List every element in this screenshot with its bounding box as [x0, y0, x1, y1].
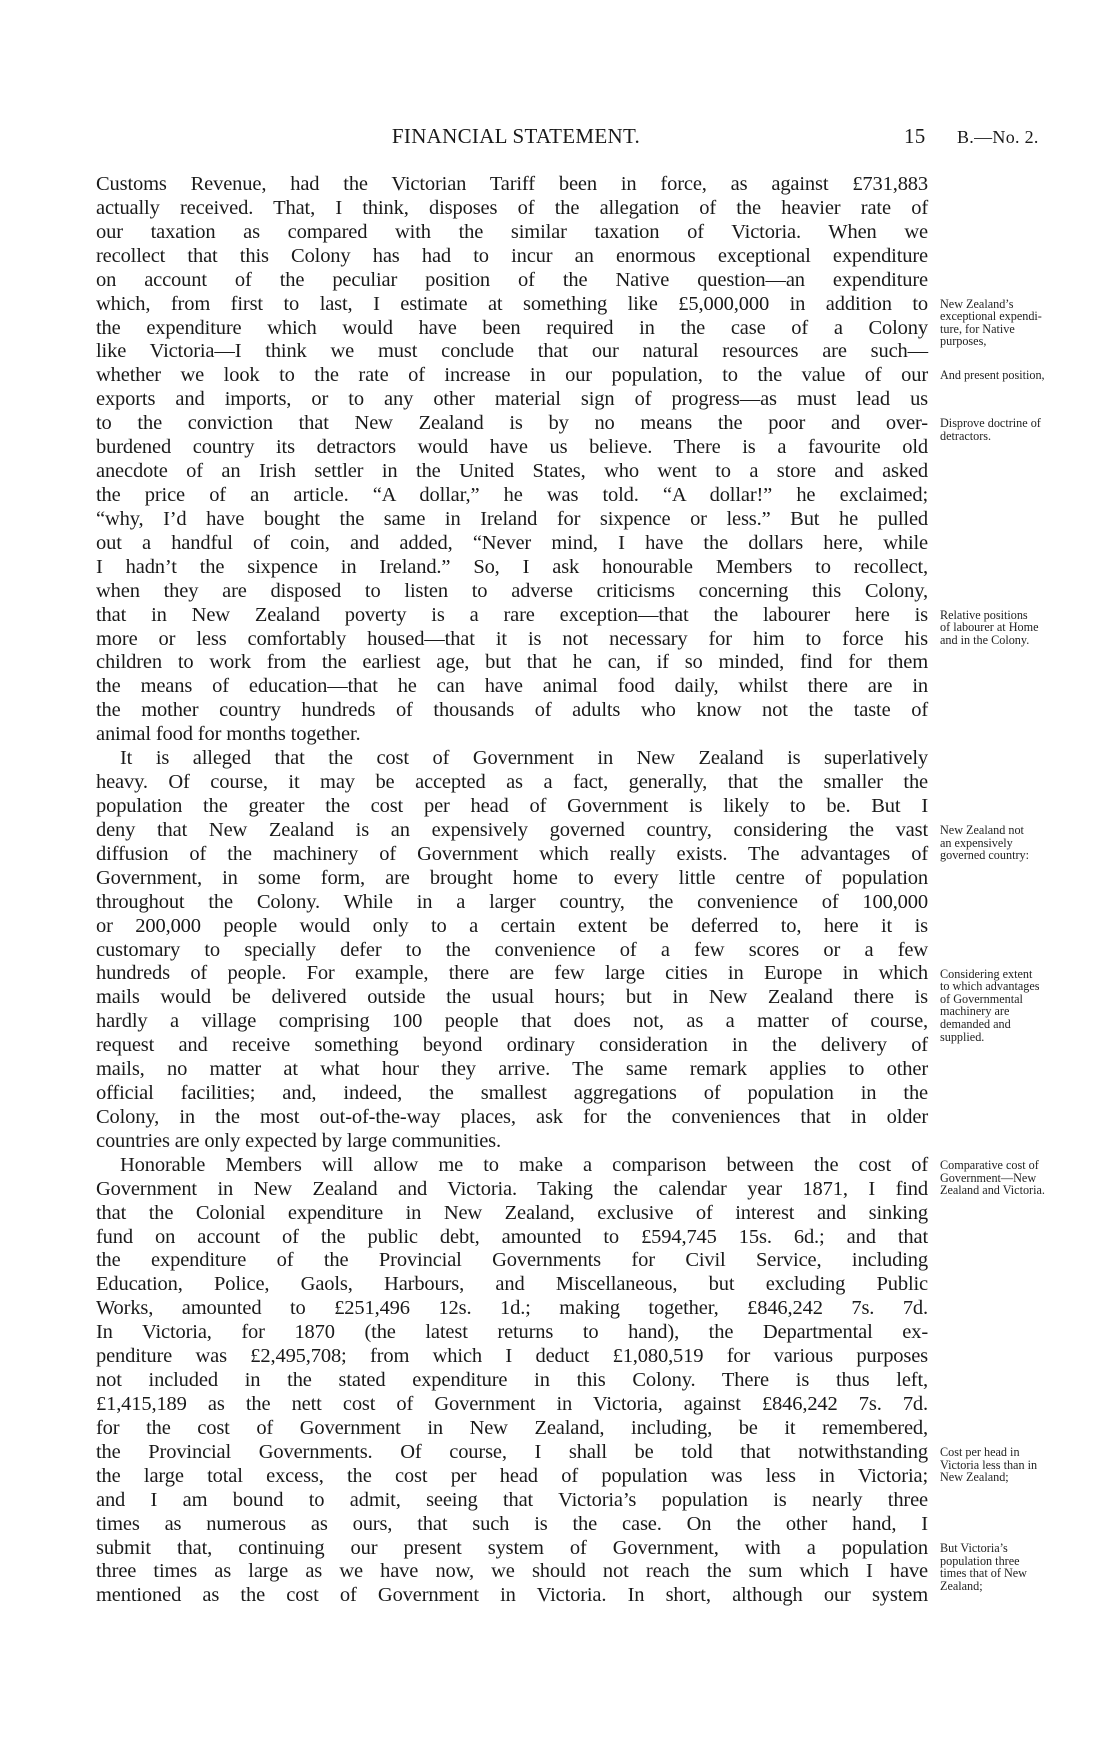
text-line: population the greater the cost per head of Government is likely to be. But I — [96, 794, 928, 817]
text-line: In Victoria, for 1870 (the latest returns to hand), the Departmental ex- — [96, 1321, 928, 1344]
text-line: three times as large as we have now, we should not reach the sum which I have — [96, 1560, 928, 1583]
text-line: customary to specially defer to the convenience of a few scores or a few — [96, 938, 928, 961]
marginal-note-line: Cost per head in — [940, 1445, 1020, 1460]
text-line: mails, no matter at what hour they arrive. The same remark applies to other — [96, 1058, 928, 1081]
marginal-note-line: Zealand and Victoria. — [940, 1183, 1045, 1198]
marginal-note-line: of labourer at Home — [940, 620, 1039, 635]
marginal-note-line: supplied. — [940, 1029, 985, 1044]
body-text — [96, 173, 928, 1608]
text-line: £1,415,189 as the nett cost of Government in Victoria, against £846,242 7s. 7d. — [96, 1393, 928, 1416]
text-line: which, from first to last, I estimate at something like £5,000,000 in addition to — [96, 292, 928, 315]
text-line: I hadn’t the sixpence in Ireland.” So, I ask honourable Members to recollect, — [96, 555, 928, 578]
marginal-note — [940, 1446, 1110, 1484]
text-line: on account of the peculiar position of the Native question—an expenditure — [96, 268, 928, 291]
text-line: Honorable Members will allow me to make a comparison between the cost of — [120, 1153, 928, 1176]
marginal-note-line: exceptional expendi- — [940, 309, 1042, 324]
marginal-note-line: Victoria less than in — [940, 1457, 1038, 1472]
text-line: children to work from the earliest age, but that he can, if so minded, find for them — [96, 651, 928, 674]
text-line: hundreds of people. For example, there are few large cities in Europe in which — [96, 962, 928, 985]
text-line: countries are only expected by large communities. — [96, 1129, 501, 1152]
text-line: whether we look to the rate of increase in our population, to the value of our — [96, 364, 928, 387]
marginal-note-line: demanded and — [940, 1017, 1011, 1032]
marginal-note — [940, 298, 1110, 348]
marginal-note-line: New Zealand; — [940, 1470, 1009, 1485]
marginal-note — [940, 609, 1110, 647]
marginal-note — [940, 369, 1110, 382]
text-line: heavy. Of course, it may be accepted as a fact, generally, that the smaller the — [96, 771, 928, 794]
text-line: to the conviction that New Zealand is by no means the poor and over- — [96, 412, 928, 435]
text-line: burdened country its detractors would have us believe. There is a favourite old — [96, 436, 928, 459]
marginal-note-line: And present position, — [940, 368, 1045, 383]
marginal-note-line: of Governmental — [940, 991, 1023, 1006]
marginal-note-line: Disprove doctrine of — [940, 416, 1041, 431]
running-title: FINANCIAL STATEMENT. — [391, 124, 641, 148]
text-line: and I am bound to admit, seeing that Victoria’s population is nearly three — [96, 1488, 928, 1511]
marginal-note — [940, 1159, 1110, 1197]
text-line: or 200,000 people would only to a certain extent be deferred to, here it is — [96, 914, 928, 937]
text-line: penditure was £2,495,708; from which I deduct £1,080,519 for various purposes — [96, 1345, 928, 1368]
marginal-note-line: Zealand; — [940, 1578, 983, 1593]
text-line: the price of an article. “A dollar,” he was told. “A dollar!” he exclaimed; — [96, 483, 928, 506]
text-line: request and receive something beyond ordinary consideration in the delivery of — [96, 1034, 928, 1057]
text-line: throughout the Colony. While in a larger country, the convenience of 100,000 — [96, 890, 928, 913]
text-line: Government, in some form, are brought home to every little centre of population — [96, 866, 928, 889]
text-line: our taxation as compared with the similar taxation of Victoria. When we — [96, 220, 928, 243]
marginal-note-line: an expensively — [940, 835, 1013, 850]
marginal-note — [940, 824, 1110, 862]
marginal-note-line: Considering extent — [940, 966, 1033, 981]
marginal-note-line: machinery are — [940, 1004, 1010, 1019]
marginal-note-line: Comparative cost of — [940, 1158, 1039, 1173]
marginal-note-line: New Zealand not — [940, 823, 1024, 838]
text-line: submit that, continuing our present system of Government, with a population — [96, 1536, 928, 1559]
marginal-note-line: purposes, — [940, 334, 987, 349]
text-line: that the Colonial expenditure in New Zealand, exclusive of interest and sinking — [96, 1201, 928, 1224]
text-line: animal food for months together. — [96, 723, 361, 746]
text-line: Government in New Zealand and Victoria. Taking the calendar year 1871, I find — [96, 1177, 928, 1200]
text-line: Colony, in the most out-of-the-way places, ask for the conveniences that in older — [96, 1105, 928, 1128]
text-line: times as numerous as ours, that such is the case. On the other hand, I — [96, 1512, 928, 1535]
text-line: hardly a village comprising 100 people that does not, as a matter of course, — [96, 1010, 928, 1033]
text-line: recollect that this Colony has had to incur an enormous exceptional expenditure — [96, 244, 928, 267]
document-reference: B.—No. 2. — [957, 127, 1039, 147]
marginal-note — [940, 1542, 1110, 1592]
marginal-note-line: population three — [940, 1553, 1020, 1568]
text-line: the large total excess, the cost per head of population was less in Victoria; — [96, 1464, 928, 1487]
text-line: fund on account of the public debt, amounted to £594,745 15s. 6d.; and that — [96, 1225, 928, 1248]
text-line: diffusion of the machinery of Government which really exists. The advantages of — [96, 842, 928, 865]
text-line: actually received. That, I think, disposes of the allegation of the heavier rate of — [96, 196, 928, 219]
text-line: the expenditure which would have been required in the case of a Colony — [96, 316, 928, 339]
text-line: the mother country hundreds of thousands of adults who know not the taste of — [96, 699, 928, 722]
text-line: It is alleged that the cost of Government in New Zealand is superlatively — [120, 747, 928, 770]
marginal-note-line: times that of New — [940, 1566, 1027, 1581]
marginal-note-line: ture, for Native — [940, 321, 1015, 336]
text-line: when they are disposed to listen to adverse criticisms concerning this Colony, — [96, 579, 928, 602]
text-line: more or less comfortably housed—that it is not necessary for him to force his — [96, 627, 928, 650]
page-number: 15 — [904, 124, 926, 148]
marginal-note-line: But Victoria’s — [940, 1541, 1008, 1555]
marginal-note-line: governed country: — [940, 848, 1030, 863]
marginal-note-line: New Zealand’s — [940, 296, 1014, 311]
text-line: out a handful of coin, and added, “Never mind, I have the dollars here, while — [96, 531, 928, 554]
marginal-note — [940, 417, 1110, 442]
text-line: the means of education—that he can have animal food daily, whilst there are in — [96, 675, 928, 698]
text-line: mentioned as the cost of Government in Victoria. In short, although our system — [96, 1584, 928, 1607]
text-line: that in New Zealand poverty is a rare exception—that the labourer here is — [96, 603, 928, 626]
text-line: Customs Revenue, had the Victorian Tariff been in force, as against £731,883 — [96, 173, 928, 195]
marginal-note-line: Government—New — [940, 1170, 1037, 1185]
marginal-note-line: detractors. — [940, 428, 992, 443]
marginal-note-line: to which advantages — [940, 979, 1040, 994]
text-line: the expenditure of the Provincial Governments for Civil Service, including — [96, 1249, 928, 1272]
text-line: like Victoria—I think we must conclude that our natural resources are such— — [96, 340, 928, 363]
text-line: exports and imports, or to any other material sign of progress—as must lead us — [96, 388, 928, 411]
text-line: “why, I’d have bought the same in Ireland for sixpence or less.” But he pulled — [96, 507, 928, 530]
text-line: not included in the stated expenditure in this Colony. There is thus left, — [96, 1369, 928, 1392]
text-line: the Provincial Governments. Of course, I shall be told that notwithstanding — [96, 1440, 928, 1463]
text-line: deny that New Zealand is an expensively governed country, considering the vast — [96, 818, 928, 841]
marginal-note-line: Relative positions — [940, 607, 1028, 622]
text-line: for the cost of Government in New Zealand, including, be it remembered, — [96, 1416, 928, 1439]
text-line: mails would be delivered outside the usual hours; but in New Zealand there is — [96, 986, 928, 1009]
text-line: Works, amounted to £251,496 12s. 1d.; making together, £846,242 7s. 7d. — [96, 1297, 928, 1320]
marginal-note-line: and in the Colony. — [940, 632, 1030, 647]
text-line: official facilities; and, indeed, the smallest aggregations of population in the — [96, 1082, 928, 1105]
text-line: anecdote of an Irish settler in the United States, who went to a store and asked — [96, 460, 928, 483]
text-line: Education, Police, Gaols, Harbours, and Miscellaneous, but excluding Public — [96, 1273, 928, 1296]
marginal-note — [940, 968, 1110, 1044]
